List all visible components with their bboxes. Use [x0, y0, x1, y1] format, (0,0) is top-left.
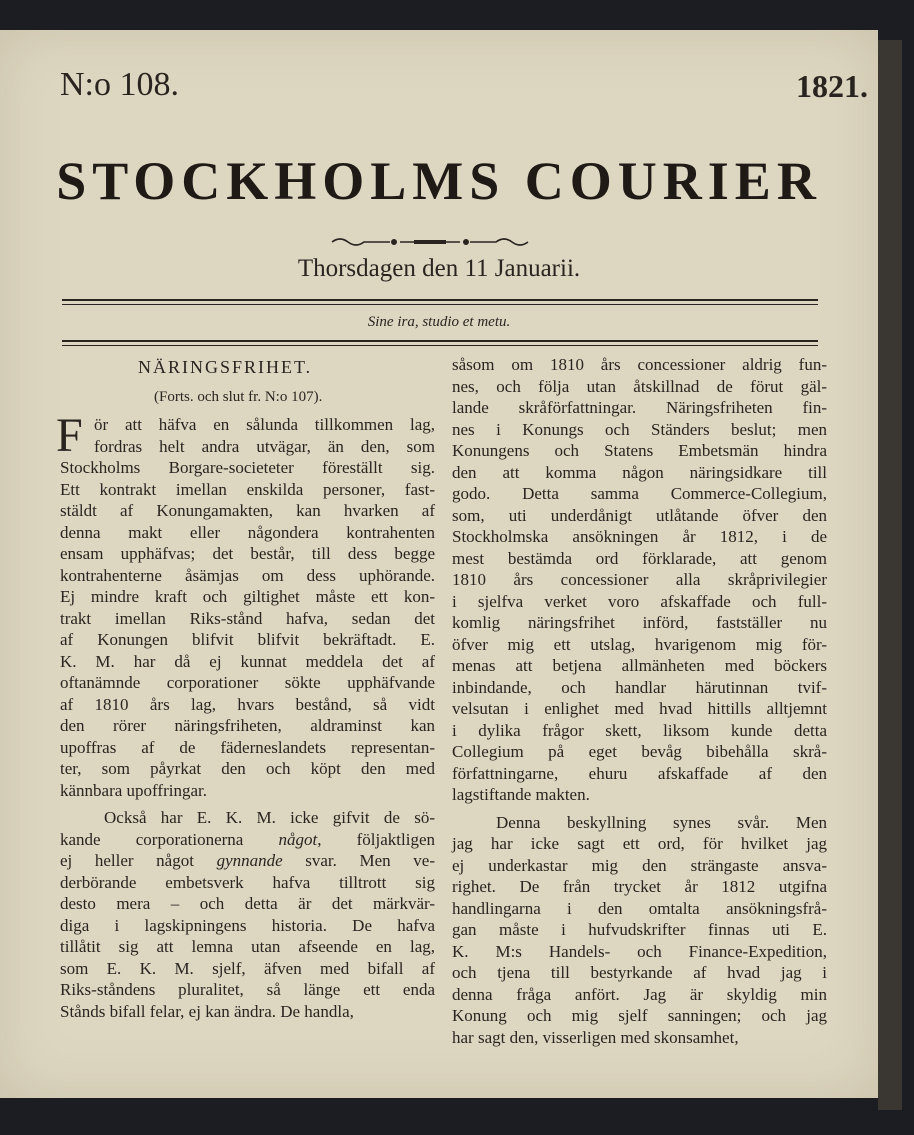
text-line: Stockholms Borgare-societeter föreställt sig.	[60, 458, 435, 477]
text-line: Collegium på eget bevåg bibehålla skrå-	[452, 742, 827, 761]
text-line: den rörer näringsfriheten, aldraminst kan	[60, 716, 435, 735]
text-line: i dylika frågor skett, liksom kunde detta	[452, 720, 827, 740]
text-line: menas att betjena allmänheten med böckers	[452, 656, 827, 675]
text-line: Ej mindre kraft och giltighet måste ett kon-	[60, 587, 435, 606]
text-line: ensam upphäfvas; det består, till dess begge	[60, 544, 435, 563]
book-edge	[878, 40, 902, 1110]
header-rule-thin	[62, 304, 818, 305]
header-rule	[62, 299, 818, 301]
text-line: har sagt den, visserligen med skonsamhet,	[452, 1027, 739, 1047]
text-line: oftanämnde corporationer sökte upphäfvande	[60, 673, 435, 692]
drop-cap: F	[56, 409, 83, 462]
motto-rule-thin	[62, 345, 818, 346]
right-column-text	[452, 354, 827, 1048]
left-column	[56, 354, 435, 1022]
text-line: velsutan i enlighet med hvad hittills alltjemnt	[452, 699, 827, 718]
text-line: öfver mig ett utslag, hvarigenom mig för-	[452, 634, 827, 654]
text-line: ör att häfva en sålunda tillkommen lag,	[94, 415, 435, 434]
text-line: handlingarna i den omtalta ansökningsfrå-	[452, 898, 827, 918]
article-title: NÄRINGSFRIHET.	[138, 357, 313, 377]
text-line: Ett kontrakt imellan enskilda personer, fast-	[60, 479, 435, 499]
text-line: fordras helt andra utvägar, än den, som	[94, 436, 435, 456]
text-line: lande skråförfattningar. Näringsfriheten fin-	[452, 398, 827, 417]
text-line: Konungens och Statens Embetsmän hindra	[452, 441, 827, 460]
text-line: trakt imellan Riks-stånd hafva, sedan det	[60, 608, 435, 628]
text-line: af Konungen blifvit blifvit bekräftadt. E.	[60, 630, 435, 649]
text-line: Stånds bifall felar, ej kan ändra. De handla,	[60, 1001, 354, 1021]
text-line: righet. De från trycket år 1812 utgifna	[452, 877, 827, 896]
issue-number: N:o 108.	[60, 66, 179, 103]
text-line: som, uti underdånigt utlåtande öfver den	[452, 505, 827, 525]
text-line: lagstiftande makten.	[452, 785, 590, 804]
motto-rule	[62, 340, 818, 342]
text-line: tillåtit sig att lemna utan afseende en lag,	[60, 937, 435, 956]
text-line: Också har E. K. M. icke gifvit de sö-	[104, 808, 435, 827]
text-line: mest bestämda ord förklarade, att genom	[452, 548, 827, 568]
text-line: upoffras af de fäderneslandets representan-	[60, 737, 435, 757]
motto: Sine ira, studio et metu.	[367, 314, 511, 330]
text-line: Konung och mig sjelf sanningen; och jag	[452, 1006, 827, 1025]
text-line: inbindande, och handlar härutinnan tvif-	[452, 677, 827, 697]
text-line: 1810 års concessioner alla skråprivilegier	[452, 570, 827, 589]
issue-year: 1821.	[796, 68, 868, 104]
text-line: derbörande embetsverk hafva tilltrott sig	[60, 872, 435, 892]
text-line: gan måste i hufvudskrifter finnas uti E.	[452, 920, 827, 939]
text-line: nes, och följa utan åtskillnad de förut gäl-	[452, 376, 827, 396]
masthead-title: STOCKHOLMS COURIER	[56, 151, 822, 211]
text-line: diga i lagskipningens historia. De hafva	[60, 915, 435, 935]
text-line: Stockholmska ansökningen år 1812, i de	[452, 527, 827, 546]
text-line: författningarne, ehuru afskaffade af den	[452, 763, 827, 783]
text-line: ej heller något gynnande svar. Men ve-	[60, 851, 435, 870]
ornament-divider	[330, 234, 530, 250]
article-subtitle: (Forts. och slut fr. N:o 107).	[154, 389, 323, 405]
text-line: kontrahenterne åsämjas om dess uphörande.	[60, 565, 435, 585]
text-line: desto mera – och detta är det märkvär-	[60, 894, 435, 913]
text-line: Denna beskyllning synes svår. Men	[496, 812, 827, 832]
text-line: jag har icke sagt ett ord, för hvilket jag	[452, 834, 827, 853]
text-line: godo. Detta samma Commerce-Collegium,	[452, 484, 827, 503]
left-column-text	[60, 414, 435, 1022]
text-line: ter, som påyrkat den och köpt den med	[60, 759, 435, 778]
text-line: i sjelfva verket voro afskaffade och full-	[452, 591, 827, 611]
right-column	[452, 354, 827, 1048]
text-line: kännbara upoffringar.	[60, 780, 207, 800]
text-line: som E. K. M. sjelf, äfven med bifall af	[60, 958, 435, 978]
text-line: kande corporationerna något, följaktligen	[60, 829, 435, 849]
text-line: ej underkastar mig den strängaste ansva-	[452, 855, 827, 875]
text-line: den att komma någon näringsidkare till	[452, 462, 827, 482]
text-line: Riks-ståndens pluralitet, så länge ett enda	[60, 980, 435, 999]
text-line: såsom om 1810 års concessioner aldrig fun-	[452, 355, 827, 374]
text-line: stäldt af Konungamakten, kan hvarken af	[60, 501, 435, 520]
text-line: och tjena till bestyrkande af hvad jag i	[452, 963, 827, 982]
text-line: K. M. har då ej kunnat meddela det af	[60, 651, 435, 671]
text-line: af 1810 års lag, hvars bestånd, så vidt	[60, 694, 435, 714]
text-line: nes i Konungs och Ständers beslut; men	[452, 419, 827, 439]
text-line: komlig näringsfrihet införd, fastställer nu	[452, 613, 827, 632]
text-line: denna fråga anfört. Jag är skyldig min	[452, 984, 827, 1004]
issue-date: Thorsdagen den 11 Januarii.	[297, 255, 581, 282]
text-line: K. M:s Handels- och Finance-Expedition,	[452, 941, 827, 961]
text-line: denna makt eller någondera kontrahenten	[60, 522, 435, 542]
